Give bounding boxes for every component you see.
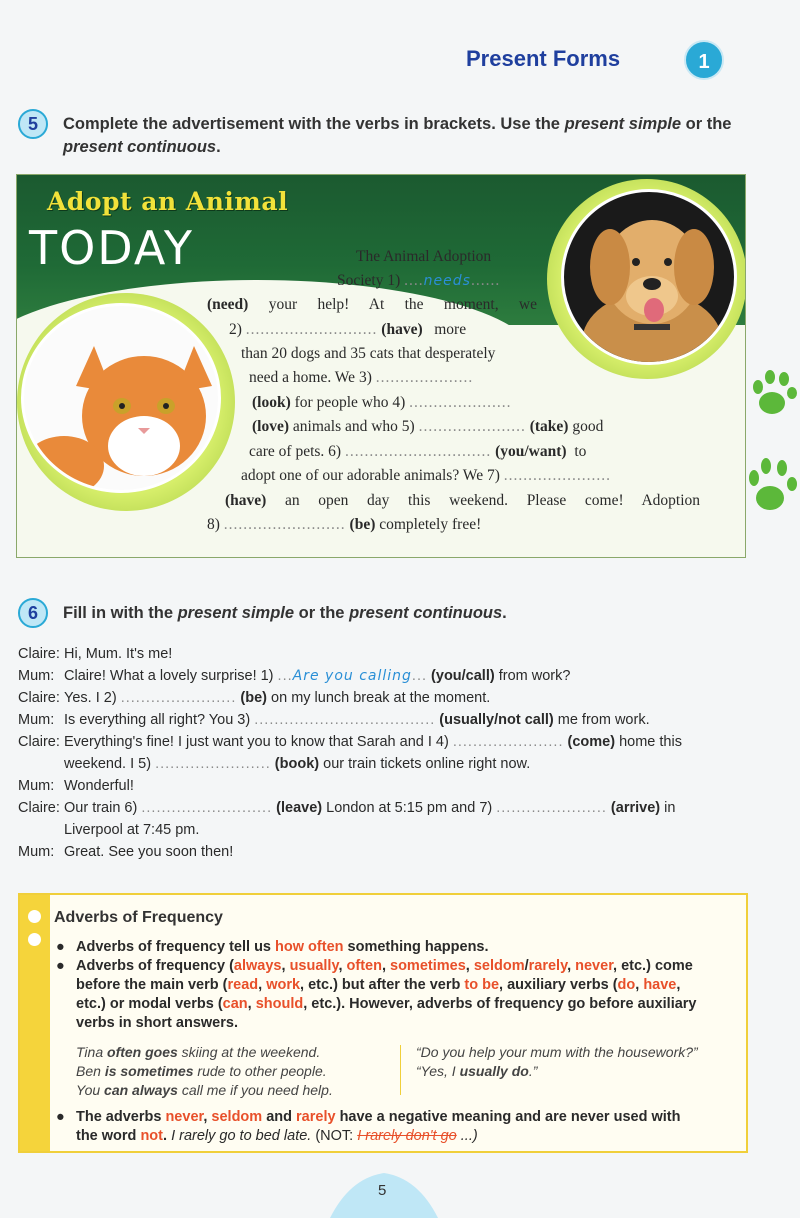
dialogue-line: weekend. I 5) ....................... (book) our train tickets online right now. — [64, 756, 531, 772]
unit-title: Present Forms — [466, 46, 621, 71]
answer-blank-7[interactable]: ...................... — [503, 467, 611, 484]
ring-hole-icon — [28, 933, 41, 946]
unit-number-badge: 1 — [684, 40, 724, 80]
ring-hole-icon — [28, 910, 41, 923]
exercise-6-instruction: Fill in with the present simple or the present continuous. — [63, 604, 507, 622]
advert-line-7: (look) for people who 4) ..................... — [252, 394, 512, 411]
dialogue-line: Claire: Our train 6) .......................... (leave) London at 5:15 pm and 7) ...................... (arrive) in — [18, 800, 676, 816]
grammar-examples-right: “Do you help your mum with the housework?” “Yes, I usually do.” — [416, 1044, 698, 1079]
advert-line-6: need a home. We 3) .................... — [249, 369, 474, 386]
grammar-bullet-2: ● Adverbs of frequency (always, usually, often, sometimes, seldom/rarely, never, etc.) come before the main verb (read, work, etc.) but after the verb to be, auxiliary verbs (do, have, etc.) or modal verbs (can, should, etc.). However, adverbs of frequency go before auxiliary verbs in short answers. — [56, 958, 697, 1031]
answer-blank-6[interactable]: .............................. — [344, 443, 492, 460]
answer-blank-2[interactable]: ....................... — [120, 690, 237, 706]
advert-line-11: (have) an open day this weekend. Please come! Adoption — [225, 492, 700, 509]
dialogue-line: Claire: Everything's fine! I just want you to know that Sarah and I 4) ...................... (come) home this — [18, 734, 682, 750]
dialogue-line: Liverpool at 7:45 pm. — [64, 822, 200, 838]
answer-blank-2[interactable]: ........................... — [245, 321, 378, 338]
exercise-6-badge: 6 — [18, 598, 48, 628]
answer-blank-5[interactable]: ....................... — [155, 756, 271, 772]
advert-today: TODAY — [29, 221, 194, 275]
exercise-5-instruction: Complete the advertisement with the verbs in brackets. Use the present simple or the present continuous. — [63, 115, 732, 156]
dialogue-line: Mum: Great. See you soon then! — [18, 844, 234, 860]
advert-line-3: (need) your help! At the moment, we — [207, 296, 538, 313]
grammar-examples-left: Tina often goes skiing at the weekend. Ben is sometimes rude to other people. You can always call me if you need help. — [76, 1044, 333, 1098]
example-divider — [400, 1045, 401, 1095]
grammar-bullet-3: ● The adverbs never, seldom and rarely have a negative meaning and are never used with the word not. I rarely go to bed late. (NOT: I rarely don't go ...) — [56, 1109, 681, 1144]
advert-heading: Adopt an Animal — [47, 187, 289, 216]
answer-blank-5[interactable]: ...................... — [418, 418, 526, 435]
answer-blank-3[interactable]: .................... — [375, 369, 474, 386]
advert-line-1: The Animal Adoption — [356, 248, 492, 265]
dialogue-line: Claire: Yes. I 2) ....................... (be) on my lunch break at the moment. — [18, 690, 491, 706]
answer-blank-4[interactable]: ...................... — [452, 734, 564, 750]
cat-photo — [21, 303, 221, 493]
grammar-title: Adverbs of Frequency — [54, 909, 223, 926]
answer-blank-3[interactable]: .................................... — [254, 712, 436, 728]
advert-line-5: than 20 dogs and 35 cats that desperately — [241, 345, 496, 362]
grammar-bullet-1: ● Adverbs of frequency tell us how often something happens. — [56, 939, 489, 955]
advert-line-2: Society 1) ....needs...... — [337, 272, 501, 289]
advert-line-10: adopt one of our adorable animals? We 7) ...................... — [241, 467, 611, 484]
page-number: 5 — [378, 1182, 387, 1199]
advert-line-9: care of pets. 6) .............................. (you/want) to — [249, 443, 587, 460]
advert-line-12: 8) ......................... (be) completely free! — [207, 516, 482, 533]
advert-line-8: (love) animals and who 5) ...................... (take) good — [252, 418, 604, 435]
dialogue-line: Mum: Claire! What a lovely surprise! 1) ...Are you calling... (you/call) from work? — [18, 668, 571, 684]
answer-blank-1[interactable]: ...Are you calling... — [277, 668, 428, 684]
paw-print-icon — [744, 452, 800, 522]
answer-blank-6[interactable]: .......................... — [141, 800, 273, 816]
dialogue-line: Mum: Wonderful! — [18, 778, 134, 794]
dialogue-line: Claire: Hi, Mum. It's me! — [18, 646, 173, 662]
paw-print-icon — [748, 365, 800, 425]
dialogue-line: Mum: Is everything all right? You 3) .................................... (usually/not call) me from work. — [18, 712, 650, 728]
answer-blank-1[interactable]: ....needs...... — [404, 272, 501, 289]
dog-photo — [561, 189, 737, 365]
answer-blank-7[interactable]: ...................... — [496, 800, 607, 816]
answer-1: Are you calling — [292, 668, 412, 684]
advert-line-4: 2) ........................... (have) more — [229, 321, 467, 338]
exercise-5-badge: 5 — [18, 109, 48, 139]
grammar-box — [18, 893, 748, 1153]
answer-blank-4[interactable]: ..................... — [409, 394, 512, 411]
answer-1: needs — [423, 273, 471, 289]
advertisement — [16, 174, 746, 558]
answer-blank-8[interactable]: ......................... — [223, 516, 346, 533]
grammar-box-sidebar — [20, 895, 50, 1151]
